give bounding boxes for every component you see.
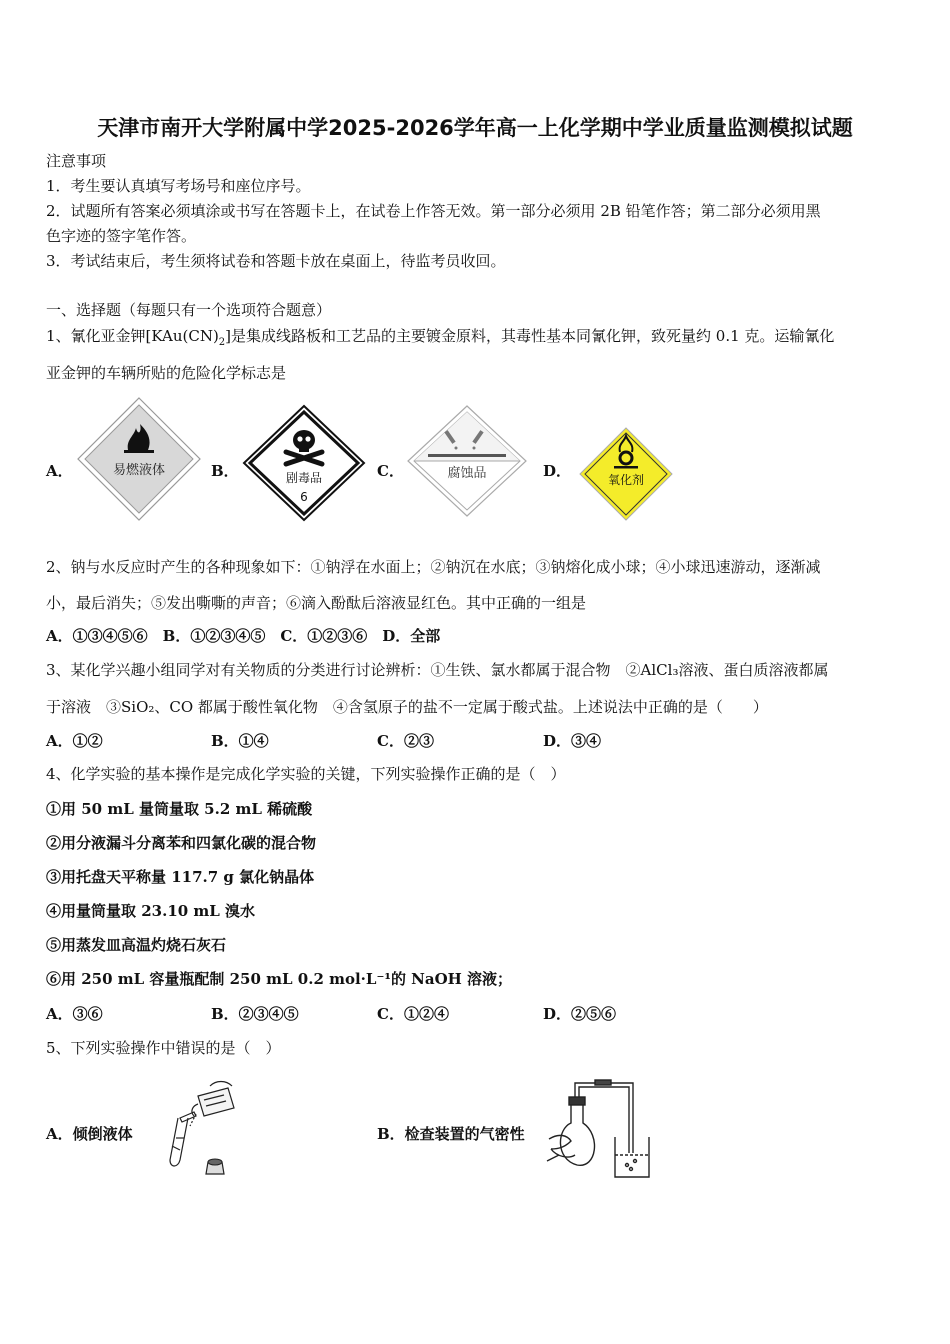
q2-stem-2: 小，最后消失；⑤发出嘶嘶的声音；⑥滴入酚酞后溶液显红色。其中正确的一组是 [46, 594, 587, 612]
q3-stem-2: 于溶液 ③SiO₂、CO 都属于酸性氧化物 ④含氢原子的盐不一定属于酸式盐。上述说法中正确的是（ ） [46, 698, 768, 716]
notice-item-2-cont: 色字迹的签字笔作答。 [46, 227, 197, 245]
q4-option-a: A．③⑥ [46, 1005, 103, 1023]
q5-stem: 5、下列实验操作中错误的是（ ） [46, 1039, 281, 1057]
q3-option-d: D．③④ [543, 732, 602, 750]
q1-option-c-label: C． [377, 462, 404, 480]
notice-item-2: 2．试题所有答案必须填涂或书写在答题卡上，在试卷上作答无效。第一部分必须用 2B 铅笔作答；第二部分必须用黑 [46, 202, 821, 220]
q4-option-d: D．②⑤⑥ [543, 1005, 617, 1023]
q4-item-4: ④用量筒量取 23.10 mL 溴水 [46, 902, 256, 920]
airtightness-check-illustration [545, 1077, 665, 1187]
sign-d-label: 氧化剂 [607, 473, 645, 487]
q5-option-a: A．倾倒液体 [46, 1125, 133, 1143]
q1-stem-2: 亚金钾的车辆所贴的危险化学标志是 [46, 364, 287, 382]
q4-stem: 4、化学实验的基本操作是完成化学实验的关键，下列实验操作正确的是（ ） [46, 765, 566, 783]
q3-option-a: A．①② [46, 732, 103, 750]
q1-stem-b: ]是集成线路板和工艺品的主要镀金原料，其毒性基本同氰化钾，致死量约 0.1 克。运输氰化 [225, 327, 835, 345]
flammable-liquid-sign [76, 396, 202, 522]
bottle-stopper-icon [206, 1159, 224, 1174]
q4-item-3: ③用托盘天平称量 117.7 g 氯化钠晶体 [46, 868, 315, 886]
page-title: 天津市南开大学附属中学2025-2026学年高一上化学期中学业质量监测模拟试题 [97, 116, 853, 140]
q4-item-1: ①用 50 mL 量筒量取 5.2 mL 稀硫酸 [46, 800, 313, 818]
corrosive-sign [406, 404, 528, 518]
oxidizer-sign [578, 426, 674, 522]
notice-item-3: 3．考试结束后，考生须将试卷和答题卡放在桌面上，待监考员收回。 [46, 252, 506, 270]
q5-option-b: B．检查装置的气密性 [377, 1125, 525, 1143]
q1-stem [46, 326, 834, 353]
q3-option-c: C．②③ [377, 732, 434, 750]
q3-stem: 3、某化学兴趣小组同学对有关物质的分类进行讨论辨析：①生铁、氯水都属于混合物 ②AlCl₃溶液、蛋白质溶液都属 [46, 661, 829, 679]
q1-option-b-label: B． [211, 462, 239, 480]
notice-item-1: 1．考生要认真填写考场号和座位序号。 [46, 177, 311, 195]
q4-option-b: B．②③④⑤ [211, 1005, 299, 1023]
q1-option-d-label: D． [543, 462, 572, 480]
q1-option-a-label: A． [46, 462, 73, 480]
q4-item-6: ⑥用 250 mL 容量瓶配制 250 mL 0.2 mol·L⁻¹的 NaOH 溶液； [46, 970, 513, 988]
q3-option-b: B．①④ [211, 732, 269, 750]
toxic-sign [242, 404, 366, 522]
sign-b-label: 剧毒品 [285, 471, 323, 485]
pouring-liquid-illustration [150, 1078, 250, 1184]
q1-stem-a: 1、氰化亚金钾[KAu(CN) [46, 327, 219, 345]
q4-option-c: C．①②④ [377, 1005, 449, 1023]
sign-c-label: 腐蚀品 [447, 466, 487, 481]
sign-b-number: 6 [300, 490, 308, 504]
q1-subscript: 2 [218, 337, 226, 348]
q2-stem: 2、钠与水反应时产生的各种现象如下：①钠浮在水面上；②钠沉在水底；③钠熔化成小球；④小球迅速游动，逐渐减 [46, 558, 821, 576]
section-heading: 一、选择题（每题只有一个选项符合题意） [46, 301, 332, 319]
q4-item-5: ⑤用蒸发皿高温灼烧石灰石 [46, 936, 227, 954]
q4-item-2: ②用分液漏斗分离苯和四氯化碳的混合物 [46, 834, 317, 852]
notice-heading: 注意事项 [46, 152, 107, 170]
q2-options: A．①③④⑤⑥ B．①②③④⑤ C．①②③⑥ D．全部 [46, 627, 441, 645]
sign-a-label: 易燃液体 [112, 463, 166, 478]
